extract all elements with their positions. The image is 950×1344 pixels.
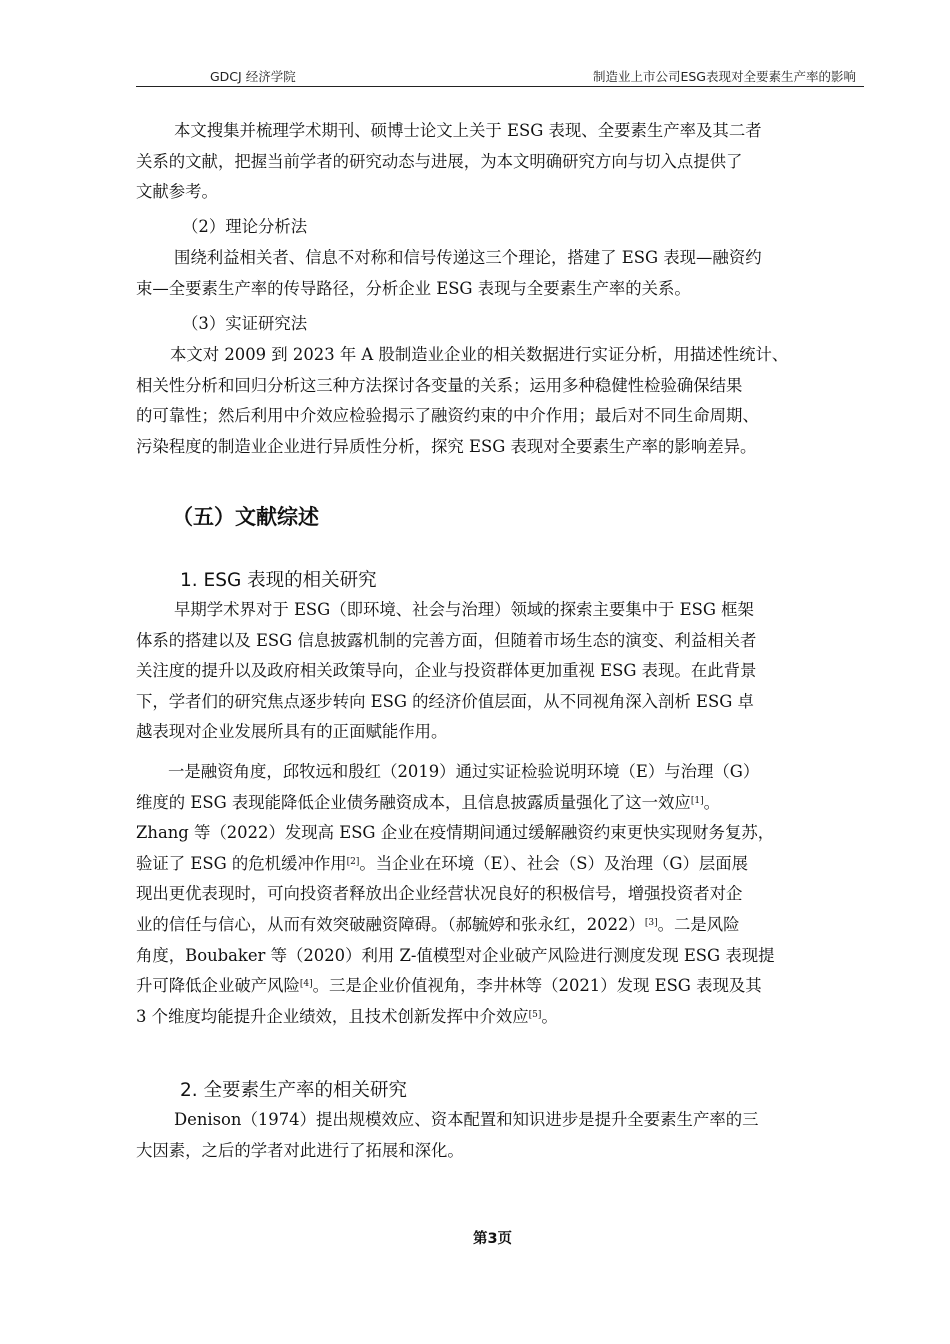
header-institution: GDCJ 经济学院 (210, 69, 296, 84)
text-line: 围绕利益相关者、信息不对称和信号传递这三个理论，搭建了 ESG 表现—融资约 (174, 248, 762, 267)
subsection-heading-tfp: 2. 全要素生产率的相关研究 (180, 1080, 408, 1101)
tfp-paragraph (136, 1105, 864, 1166)
text-line: 束—全要素生产率的传导路径，分析企业 ESG 表现与全要素生产率的关系。 (136, 278, 691, 298)
method-empirical-paragraph (136, 340, 864, 462)
header-thesis-title: 制造业上市公司ESG表现对全要素生产率的影响 (592, 69, 856, 84)
citation-ref: [4] (299, 979, 313, 990)
citation-ref: [1] (690, 795, 704, 806)
method-theory-paragraph (136, 243, 864, 304)
esg-paragraph-1 (136, 595, 864, 748)
section-heading-literature-review: （五）文献综述 (172, 505, 319, 529)
text-line: 关系的文献，把握当前学者的研究动态与进展，为本文明确研究方向与切入点提供了 (136, 151, 743, 171)
intro-paragraph (136, 116, 864, 208)
text-line: 关注度的提升以及政府相关政策导向，企业与投资群体更加重视 ESG 表现。在此背景 (136, 661, 757, 681)
text-line: 一是融资角度，邱牧远和殷红（2019）通过实证检验说明环境（E）与治理（G） (168, 762, 760, 781)
text-line: 3 个维度均能提升企业绩效，且技术创新发挥中介效应[5]。 (136, 1006, 558, 1026)
method-label-empirical: （3）实证研究法 (182, 314, 308, 333)
method-label-theory: （2）理论分析法 (182, 217, 308, 236)
text-line: 体系的搭建以及 ESG 信息披露机制的完善方面，但随着市场生态的演变、利益相关者 (136, 630, 757, 650)
text-line: 的可靠性；然后利用中介效应检验揭示了融资约束的中介作用；最后对不同生命周期、 (136, 406, 759, 426)
citation-ref: [5] (528, 1009, 542, 1020)
text-line: 本文搜集并梳理学术期刊、硕博士论文上关于 ESG 表现、全要素生产率及其二者 (174, 121, 762, 140)
subsection-heading-esg: 1. ESG 表现的相关研究 (180, 570, 377, 591)
citation-ref: [3] (644, 917, 658, 928)
text-line: 文献参考。 (136, 182, 218, 202)
text-line: 污染程度的制造业企业进行异质性分析，探究 ESG 表现对全要素生产率的影响差异。 (136, 436, 757, 456)
running-header (136, 66, 864, 87)
text-line: 现出更优表现时，可向投资者释放出企业经营状况良好的积极信号，增强投资者对企 (136, 884, 743, 904)
text-line: 角度，Boubaker 等（2020）利用 Z-值模型对企业破产风险进行测度发现 ESG 表现提 (136, 945, 775, 965)
page-number: 第3页 (472, 1231, 513, 1247)
text-line: 越表现对企业发展所具有的正面赋能作用。 (136, 722, 448, 742)
esg-paragraph-2 (136, 757, 864, 1032)
text-line: 早期学术界对于 ESG（即环境、社会与治理）领域的探索主要集中于 ESG 框架 (174, 600, 754, 619)
text-line: 相关性分析和回归分析这三种方法探讨各变量的关系；运用多种稳健性检验确保结果 (136, 375, 743, 395)
text-line: 大因素，之后的学者对此进行了拓展和深化。 (136, 1140, 464, 1160)
text-line: Denison（1974）提出规模效应、资本配置和知识进步是提升全要素生产率的三 (174, 1110, 759, 1129)
text-line: 业的信任与信心，从而有效突破融资障碍。（郝毓婷和张永红，2022）[3]。二是风险 (136, 914, 740, 934)
text-line: 下，学者们的研究焦点逐步转向 ESG 的经济价值层面，从不同视角深入剖析 ESG 卓 (136, 691, 754, 711)
text-line: 验证了 ESG 的危机缓冲作用[2]。当企业在环境（E）、社会（S）及治理（G）层面展 (136, 853, 749, 873)
text-line: 升可降低企业破产风险[4]。三是企业价值视角，李井林等（2021）发现 ESG 表现及其 (136, 976, 762, 996)
citation-ref: [2] (346, 856, 360, 867)
text-line: Zhang 等（2022）发现高 ESG 企业在疫情期间通过缓解融资约束更快实现财务复苏， (136, 823, 775, 843)
text-line: 维度的 ESG 表现能降低企业债务融资成本，且信息披露质量强化了这一效应[1]。 (136, 792, 720, 812)
text-line: 本文对 2009 到 2023 年 A 股制造业企业的相关数据进行实证分析，用描述性统计、 (170, 345, 789, 364)
